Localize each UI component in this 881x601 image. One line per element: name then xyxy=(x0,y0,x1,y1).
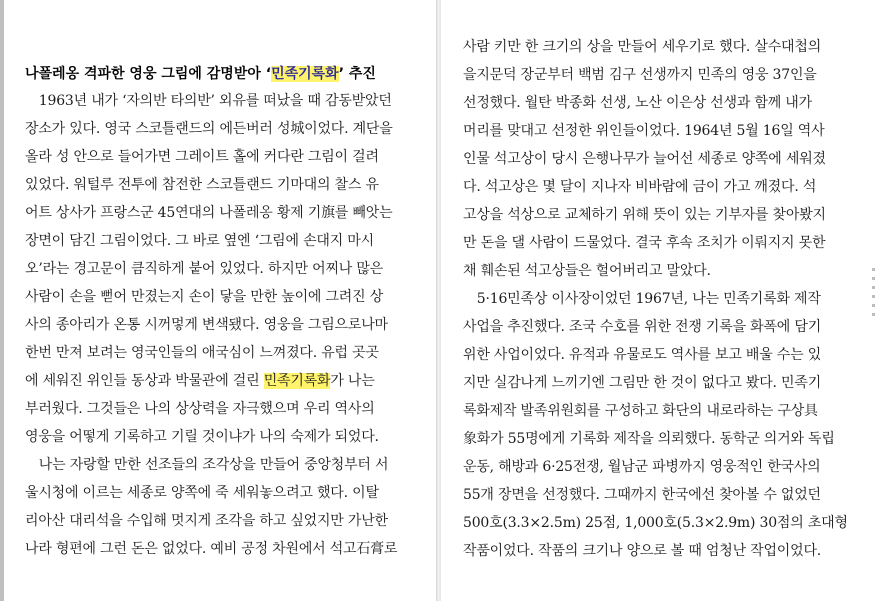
text-line: 500호(3.3×2.5m) 25점, 1,000호(5.3×2.9m) 30점의 초대형 xyxy=(463,515,848,531)
text-line: 운동, 해방과 6·25전쟁, 월남군 파병까지 영웅적인 한국사의 xyxy=(463,459,821,475)
text-line: 고상을 석상으로 교체하기 위해 뜻이 있는 기부자를 찾아봤지 xyxy=(463,207,826,223)
text-line: 다. 석고상은 몇 달이 지나자 비바람에 금이 가고 깨졌다. 석 xyxy=(463,179,817,195)
text-line: 머리를 맞대고 선정한 위인들이었다. 1964년 5월 16일 역사 xyxy=(463,123,825,139)
text-line: 록화제작 발족위원회를 구성하고 화단의 내로라하는 구상具 xyxy=(463,403,818,419)
scroll-handle[interactable] xyxy=(872,268,875,322)
left-page xyxy=(4,0,436,601)
text-line: 사람 키만 한 크기의 상을 만들어 세우기로 했다. 살수대첩의 xyxy=(463,39,822,55)
text-line: 울시청에 이르는 세종로 양쪽에 죽 세워놓으려고 했다. 이탈 xyxy=(25,485,379,501)
highlighted-term: 민족기록화 xyxy=(263,373,331,389)
text-line: 있었다. 워털루 전투에 참전한 스코틀랜드 기마대의 찰스 유 xyxy=(25,177,379,193)
text-line: 장면이 담긴 그림이었다. 그 바로 옆엔 ‘그림에 손대지 마시 xyxy=(25,233,374,249)
text-line: 사람이 손을 뻗어 만졌는지 손이 닿을 만한 높이에 그려진 상 xyxy=(25,289,384,305)
text-line: 채 훼손된 석고상들은 헐어버리고 말았다. xyxy=(463,263,711,279)
right-page-text xyxy=(463,33,873,565)
section-heading: 나폴레옹 격파한 영웅 그림에 감명받아 ‘민족기록화’ 추진 xyxy=(25,66,376,82)
text-line: 어트 상사가 프랑스군 45연대의 나폴레옹 황제 기旗를 빼앗는 xyxy=(25,205,393,221)
heading-highlight: 민족기록화 xyxy=(271,66,339,82)
text-line: 사의 종아리가 온통 시꺼멓게 변색됐다. 영웅을 그림으로나마 xyxy=(25,317,388,333)
text-line: 위한 사업이었다. 유적과 유물로도 역사를 보고 배울 수는 있 xyxy=(463,347,822,363)
text-line: 55개 장면을 선정했다. 그때까지 한국에선 찾아볼 수 없었던 xyxy=(463,487,821,503)
text-line: 5·16민족상 이사장이었던 1967년, 나는 민족기록화 제작 xyxy=(463,291,821,307)
right-page xyxy=(441,0,881,601)
text-line: 인물 석고상이 당시 은행나무가 늘어선 세종로 양쪽에 세워졌 xyxy=(463,151,826,167)
text-line: 만 돈을 댈 사람이 드물었다. 결국 후속 조치가 이뤄지지 못한 xyxy=(463,235,826,251)
text-line: 작품이었다. 작품의 크기나 양으로 볼 때 엄청난 작업이었다. xyxy=(463,543,822,559)
text-line: 올라 성 안으로 들어가면 그레이트 홀에 커다란 그림이 걸려 xyxy=(25,149,379,165)
left-page-text xyxy=(25,61,427,563)
text-line: 리아산 대리석을 수입해 멋지게 조각을 하고 싶었지만 가난한 xyxy=(25,513,388,529)
text-line: 영웅을 어떻게 기록하고 기릴 것이냐가 나의 숙제가 되었다. xyxy=(25,429,379,445)
text-line: 한번 만져 보려는 영국인들의 애국심이 느껴졌다. 유럽 곳곳 xyxy=(25,345,379,361)
text-line: 1963년 내가 ‘자의반 타의반’ 외유를 떠났을 때 감동받았던 xyxy=(25,93,392,109)
text-line: 부러웠다. 그것들은 나의 상상력을 자극했으며 우리 역사의 xyxy=(25,401,375,417)
text-line: 을지문덕 장군부터 백범 김구 선생까지 민족의 영웅 37인을 xyxy=(463,67,817,83)
text-line: 나는 자랑할 만한 선조들의 조각상을 만들어 중앙청부터 서 xyxy=(25,457,389,473)
text-line: 지만 실감나게 느끼기엔 그림만 한 것이 없다고 봤다. 민족기 xyxy=(463,375,822,391)
text-line: 에 세워진 위인들 동상과 박물관에 걸린 민족기록화가 나는 xyxy=(25,373,375,389)
text-line: 오’라는 경고문이 큼직하게 붙어 있었다. 하지만 어찌나 많은 xyxy=(25,261,384,277)
text-line: 사업을 추진했다. 조국 수호를 위한 전쟁 기록을 화폭에 담기 xyxy=(463,319,822,335)
text-line: 象화가 55명에게 기록화 제작을 의뢰했다. 동학군 의거와 독립 xyxy=(463,431,835,447)
text-line: 장소가 있다. 영국 스코틀랜드의 에든버러 성城이었다. 계단을 xyxy=(25,121,393,137)
text-line: 나라 형편에 그런 돈은 없었다. 예비 공정 차원에서 석고石膏로 xyxy=(25,541,398,557)
text-line: 선정했다. 월탄 박종화 선생, 노산 이은상 선생과 함께 내가 xyxy=(463,95,812,111)
